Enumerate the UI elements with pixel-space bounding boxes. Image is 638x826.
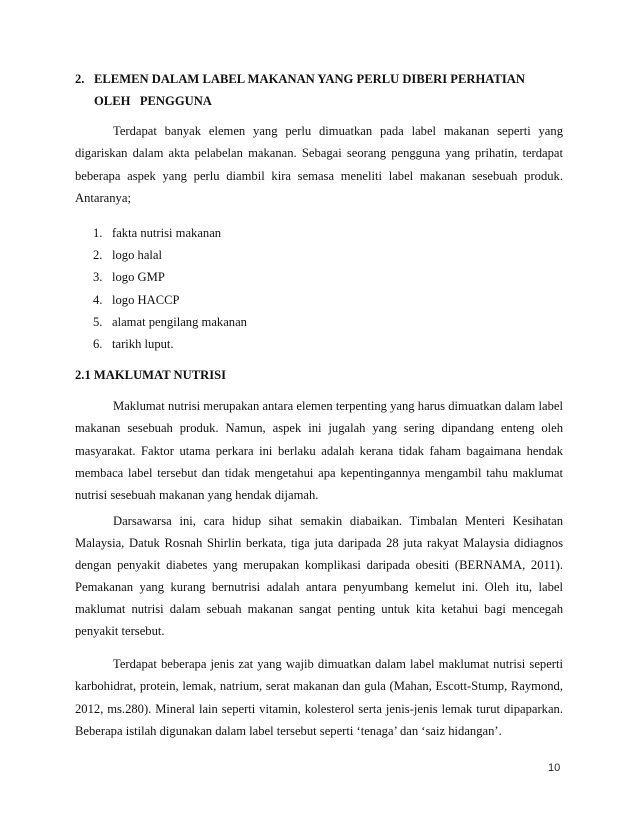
- list-item: [93, 266, 247, 288]
- list-item-number: 3.: [93, 270, 103, 285]
- nutrition-paragraph-2: [75, 510, 563, 642]
- list-item: [93, 222, 247, 244]
- list-item-text: logo HACCP: [112, 292, 180, 307]
- nutrition-paragraph-3-text: Terdapat beberapa jenis zat yang wajib dimuatkan dalam label maklumat nutrisi seperti karbohidrat, protein, lemak, natrium, serat makanan dan gula (Mahan, Escott-Stump, Raymond, 2012, ms.280). Mineral lain seperti vitamin, kolesterol serta jenis-jenis lemak turut dipaparkan. Beberapa istilah digunakan dalam label tersebut seperti ‘tenaga’ dan ‘saiz hidangan’.: [75, 657, 563, 738]
- list-item-text: alamat pengilang makanan: [112, 314, 247, 329]
- nutrition-paragraph-1: [75, 395, 563, 506]
- nutrition-paragraph-1-text: Maklumat nutrisi merupakan antara elemen terpenting yang harus dimuatkan dalam label makanan sesebuah produk. Namun, aspek ini jugalah yang sering dipandang enteng oleh masyarakat. Faktor utama perkara ini berlaku adalah kerana tidak faham bagaimana hendak membaca label tersebut dan tidak mengetahui apa kepentingannya mengambil tahu maklumat nutrisi sesebuah makanan yang hendak dijamah.: [75, 399, 563, 503]
- page-number: 10: [548, 762, 561, 774]
- section-2-1-heading: 2.1 MAKLUMAT NUTRISI: [75, 368, 227, 382]
- list-item: [93, 289, 247, 311]
- list-item-text: logo halal: [112, 248, 163, 263]
- list-item-number: 4.: [93, 292, 103, 307]
- list-item-number: 6.: [93, 336, 103, 351]
- intro-paragraph-text: Terdapat banyak elemen yang perlu dimuatkan pada label makanan seperti yang digariskan dalam akta pelabelan makanan. Sebagai seorang pengguna yang prihatin, terdapat beberapa aspek yang perlu diambil kira semasa meneliti label makanan sesebuah produk. Antaranya;: [75, 124, 563, 205]
- list-item-text: fakta nutrisi makanan: [112, 226, 222, 240]
- section-2-title-line1: ELEMEN DALAM LABEL MAKANAN YANG PERLU DIBERI PERHATIAN: [94, 72, 525, 86]
- list-item-number: 1.: [93, 226, 103, 240]
- nutrition-paragraph-2-text: Darsawarsa ini, cara hidup sihat semakin diabaikan. Timbalan Menteri Kesihatan Malaysia, Datuk Rosnah Shirlin berkata, tiga juta daripada 28 juta rakyat Malaysia didiagnos dengan penyakit diabetes yang merupakan komplikasi daripada obesiti (BERNAMA, 2011). Pemakanan yang kurang bernutrisi adalah antara penyumbang kemelut ini. Oleh itu, label maklumat nutrisi dalam sebuah makanan sangat penting untuk kita ketahui bagi mencegah penyakit tersebut.: [75, 514, 563, 638]
- list-item: [93, 244, 247, 266]
- label-elements-list: [93, 222, 247, 355]
- list-item-text: tarikh luput.: [112, 336, 174, 351]
- list-item-number: 5.: [93, 314, 103, 329]
- nutrition-paragraph-3: [75, 653, 563, 742]
- section-2-number: 2.: [75, 72, 85, 86]
- intro-paragraph: [75, 120, 563, 209]
- section-2-heading: [75, 68, 525, 112]
- list-item-text: logo GMP: [112, 270, 165, 285]
- list-item-number: 2.: [93, 248, 103, 263]
- list-item: [93, 311, 247, 333]
- list-item: [93, 333, 247, 355]
- section-2-title-line2: OLEH PENGGUNA: [94, 94, 212, 108]
